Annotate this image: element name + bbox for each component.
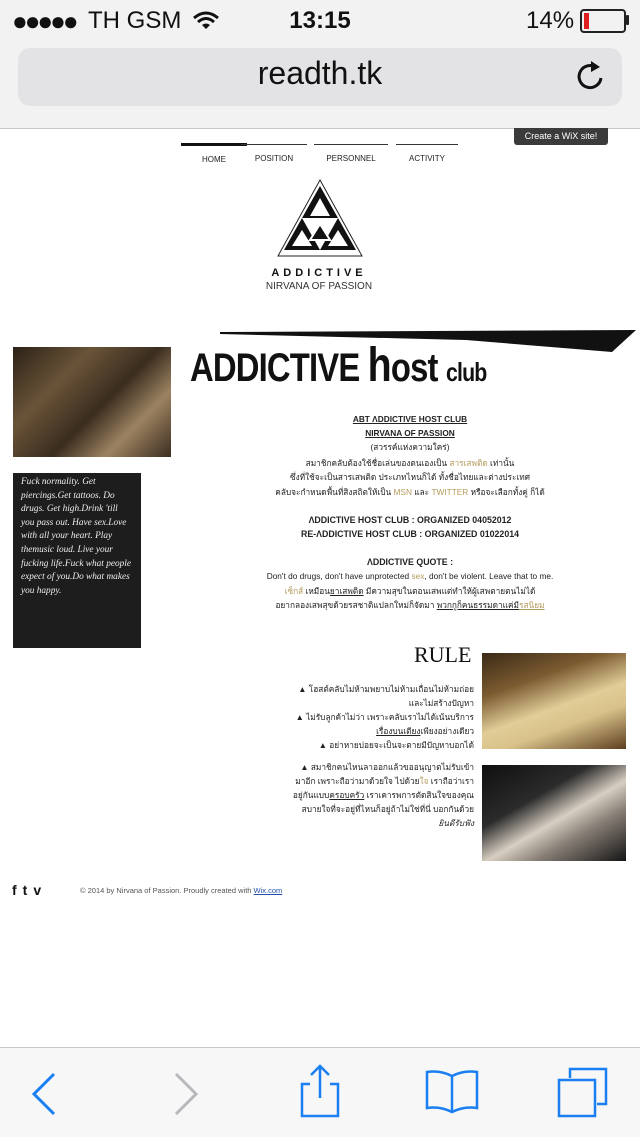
battery-nub [626, 15, 629, 25]
about-line2: ซึ่งที่ใช้จะเป็นสารเสพติด ประเภทไหนก็ได้ ทั้งชื่อไทยและต่างประเทศ [289, 472, 531, 482]
quote-english-a: Don't do drugs, don't have unprotected [266, 571, 412, 581]
headline [190, 338, 487, 393]
about-title: ABT ΛDDICTIVE HOST CLUB [352, 414, 468, 424]
nav-activity[interactable]: ACTIVITY [396, 144, 458, 163]
rule-4e: ยินดีรับฟัง [438, 818, 474, 828]
quote-thai-2-b: พวกกูก็คนธรรมดาแค่มี [436, 600, 520, 610]
photo-smoking-man [13, 347, 171, 457]
browser-toolbar [0, 1047, 640, 1137]
vimeo-icon[interactable]: v [33, 882, 48, 898]
quote-thai-1-b: เหมือน [303, 586, 330, 596]
rule-heading: RULE [414, 642, 472, 667]
url-text[interactable]: readth.tk [257, 55, 383, 91]
about-line3-e: หรือจะเลือกทั้งคู่ ก็ได้ [468, 487, 545, 497]
rule-4a: ▲ สมาชิกคนไหนลาออกแล้วขออนุญาตไม่รับเข้า [300, 762, 474, 772]
rule-4b-3: เราถือว่าเรา [428, 776, 474, 786]
bookmarks-icon[interactable] [424, 1068, 480, 1114]
about-line3-a: คลับจะกำหนดพื้นที่สิงสถิตให้เป็น [275, 487, 394, 497]
quote-english [180, 569, 640, 583]
signal-strength: ●●●●● [12, 6, 76, 36]
rule-4d: สบายใจที่จะอยู่ที่ไหนก็อยู่ถ้าไม่ใช่ที่นี่ บอกกันด้วย [301, 804, 474, 814]
about-line1 [180, 456, 640, 470]
about-line3-c: และ [411, 487, 432, 497]
about-line1-a: สมาชิกคลับต้องใช้ชื่อเล่นของตนเองเป็น [305, 458, 450, 468]
copyright-text: © 2014 by Nirvana of Passion. Proudly created with [80, 886, 254, 895]
about-line3 [180, 485, 640, 499]
status-bar [0, 0, 640, 40]
organized-1: ΛDDICTIVE HOST CLUB : ORGANIZED 04052012 [308, 515, 512, 525]
photo-rolling-paper [482, 653, 626, 749]
rule-4c-3: เราเคารพการตัดสินใจของคุณ [364, 790, 474, 800]
about-line1-c: เท่านั้น [487, 458, 515, 468]
rule-1a: ▲ โฮสต์คลับไม่ห้ามพยาบไม่ห้ามเถื่อนไม่ห้ามถ่อย [298, 684, 474, 694]
twitter-icon[interactable]: t [22, 882, 34, 898]
wix-badge[interactable]: Create a WiX site! [514, 128, 608, 145]
quote-thai-1-c: ยาเสพติด [329, 586, 364, 596]
twitter-link[interactable]: TWITTER [431, 487, 469, 497]
headline-part4: club [445, 357, 487, 387]
rule-1b: และไม่สร้างปัญหา [408, 698, 474, 708]
battery-level [584, 13, 589, 29]
forward-icon[interactable] [172, 1072, 200, 1116]
quote-thai-1-a: เซ็กส์ [284, 586, 304, 596]
share-icon[interactable] [298, 1062, 342, 1118]
quote-thai-1 [180, 584, 640, 598]
rule-3: ▲ อย่าหายบ่อยจะเป็นจะตายมีปัญหาบอกได้ [318, 740, 474, 750]
rule-4b-1: มาอีก เพราะถือว่ามาด้วยใจ ไปด้วย [295, 776, 420, 786]
rule-4c-2: ครอบครัว [329, 790, 365, 800]
wifi-icon [192, 10, 220, 30]
rule-2a: ▲ ไม่รับลูกค้าไม่ว่า เพราะคลับเราไม่ได้เน้นบริการ [295, 712, 474, 722]
rule-4b [182, 774, 474, 789]
quote-thai-2-a: อยากลองเสพสุขด้วยรสชาติแปลกใหม่ก็จัดมา [275, 600, 437, 610]
rule-4b-2: ใจ [419, 776, 429, 786]
quote-title: ΛDDICTIVE QUOTE : [366, 557, 454, 567]
rule-4c [182, 788, 474, 803]
triangle-logo-icon [274, 176, 366, 260]
facebook-icon[interactable]: f [12, 882, 23, 898]
photo-rolling-hands [482, 765, 626, 861]
msn-link[interactable]: MSN [393, 487, 412, 497]
headline-part2: h [367, 339, 391, 392]
copyright [80, 886, 282, 895]
rule-2b-rest: เพียงอย่างเดียว [420, 726, 474, 736]
quote-thai-2-c: รสนิยม [519, 600, 545, 610]
social-links [12, 882, 47, 898]
nav-position[interactable]: POSITION [241, 144, 307, 163]
reload-icon[interactable] [575, 58, 605, 92]
nav-personnel[interactable]: PERSONNEL [314, 144, 388, 163]
about-title2: NIRVANA OF PASSION [365, 428, 455, 438]
tabs-icon[interactable] [556, 1066, 610, 1118]
clock: 13:15 [289, 7, 351, 34]
quote-thai-2 [180, 598, 640, 612]
quote-text: Fuck normality. Get piercings.Get tattoos. Do drugs. Get high.Drink 'till you pass out. Have sex.Love with all your heart. Play themusic loud. Live your fucking life.Fuck what people expect of you.Do what makes you happy. [21, 477, 131, 596]
organized-2: RE-ΛDDICTIVE HOST CLUB : ORGANIZED 01022014 [300, 529, 519, 539]
quote-english-c: , don't be violent. Leave that to me. [424, 571, 554, 581]
nav-home[interactable]: HOME [181, 143, 247, 164]
headline-part1: ADDICTIVE [190, 346, 368, 390]
quote-english-b: sex [411, 571, 425, 581]
rule-4c-1: อยู่กันแบบ [292, 790, 330, 800]
back-icon[interactable] [30, 1072, 58, 1116]
brand-tagline: NIRVANA OF PASSION [265, 281, 373, 292]
rule-2b [182, 724, 474, 739]
wix-link[interactable]: Wix.com [253, 886, 283, 895]
rule-2b-underlined: เรื่องบนเตียง [376, 726, 421, 736]
about-subtitle: (สวรรค์แห่งความใคร่) [370, 442, 450, 452]
battery-percent: 14% [526, 7, 575, 34]
brand-name: ADDICTIVE [271, 267, 367, 279]
quote-thai-1-d: มีความสุขในตอนเสพแต่ทำให้ผู้เสพตายตนไม่ได้ [363, 586, 536, 596]
about-line1-b: สารเสพติด [449, 458, 488, 468]
carrier-name: TH GSM [88, 7, 182, 34]
headline-part3: ost [390, 346, 446, 390]
